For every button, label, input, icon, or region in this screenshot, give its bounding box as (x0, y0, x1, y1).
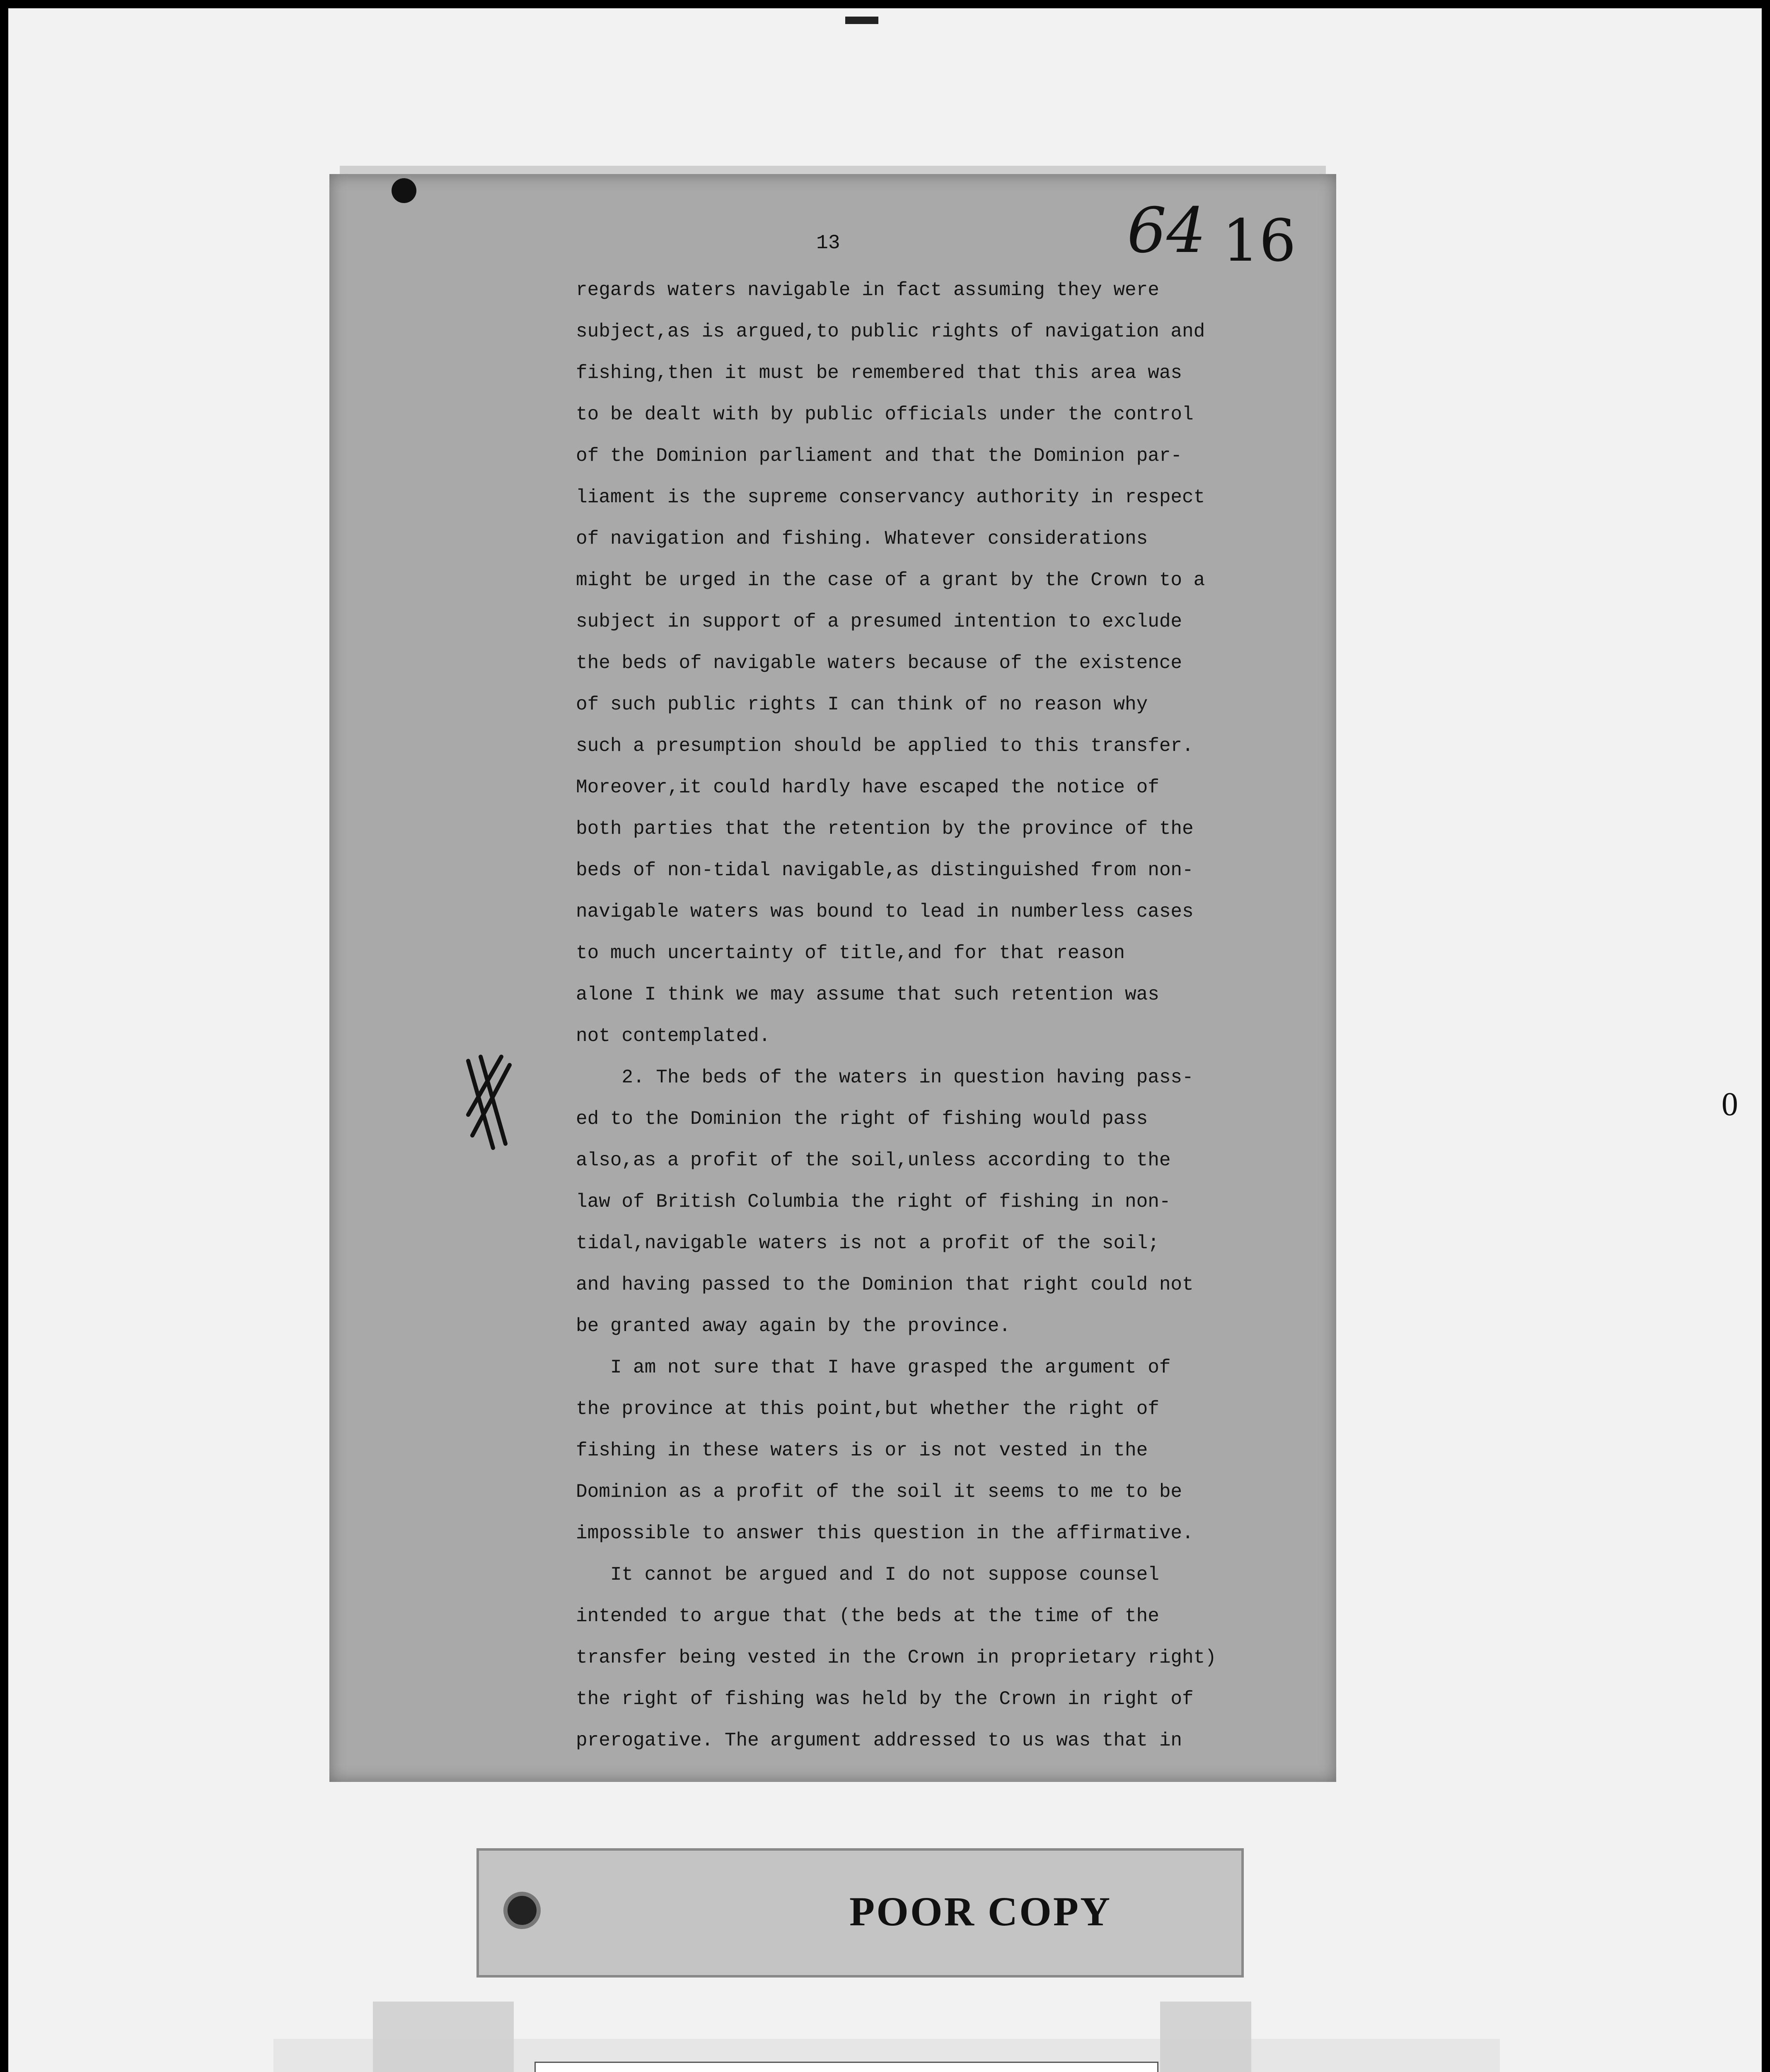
text-line: of navigation and fishing. Whatever considerations (576, 528, 1148, 549)
text-line: navigable waters was bound to lead in numberless cases (576, 901, 1194, 922)
text-line: Dominion as a profit of the soil it seems to me to be (576, 1481, 1182, 1503)
text-line: intended to argue that (the beds at the time of the (576, 1605, 1159, 1627)
text-line: the province at this point,but whether the right of (576, 1398, 1159, 1420)
text-line: and having passed to the Dominion that right could not (576, 1274, 1194, 1295)
text-line: 2. The beds of the waters in question having pass- (576, 1067, 1194, 1088)
rivet-icon (503, 1892, 541, 1929)
text-line: not contemplated. (576, 1025, 771, 1047)
text-line: I am not sure that I have grasped the argument of (576, 1357, 1171, 1378)
text-line: of the Dominion parliament and that the Dominion par- (576, 445, 1182, 467)
text-line: to be dealt with by public officials under the control (576, 404, 1194, 425)
text-line: also,as a profit of the soil,unless according to the (576, 1150, 1171, 1171)
file-reference-label (534, 2062, 1158, 2072)
text-line: the beds of navigable waters because of the existence (576, 652, 1182, 674)
text-line: tidal,navigable waters is not a profit of the soil; (576, 1232, 1159, 1254)
text-line: ed to the Dominion the right of fishing would pass (576, 1108, 1148, 1130)
page-number: 13 (816, 232, 840, 254)
text-line: alone I think we may assume that such retention was (576, 984, 1159, 1005)
text-line: transfer being vested in the Crown in proprietary right) (576, 1647, 1216, 1668)
side-mark-right: 0 (1722, 1086, 1738, 1123)
film-tick-mark (845, 17, 878, 24)
tape-top-left (373, 2002, 514, 2072)
handwritten-mark-1: 64 (1127, 195, 1206, 267)
text-line: fishing in these waters is or is not vested in the (576, 1440, 1148, 1461)
text-line: prerogative. The argument addressed to us was that in (576, 1730, 1182, 1751)
text-line: the right of fishing was held by the Crown in right of (576, 1688, 1194, 1710)
text-line: subject in support of a presumed intention to exclude (576, 611, 1182, 632)
text-line: might be urged in the case of a grant by the Crown to a (576, 569, 1205, 591)
text-line: to much uncertainty of title,and for that reason (576, 942, 1125, 964)
text-line: subject,as is argued,to public rights of navigation and (576, 321, 1205, 342)
text-line: law of British Columbia the right of fishing in non- (576, 1191, 1171, 1213)
text-line: fishing,then it must be remembered that this area was (576, 362, 1182, 384)
text-line: both parties that the retention by the province of the (576, 818, 1194, 840)
text-line: liament is the supreme conservancy authority in respect (576, 487, 1205, 508)
handwritten-mark-2: 16 (1222, 207, 1296, 275)
text-line: be granted away again by the province. (576, 1315, 1011, 1337)
text-line: It cannot be argued and I do not suppose counsel (576, 1564, 1159, 1585)
poor-copy-label: POOR COPY (849, 1888, 1112, 1934)
typed-body-text (576, 269, 1289, 1761)
punch-hole-icon (392, 178, 416, 203)
text-line: such a presumption should be applied to this transfer. (576, 735, 1194, 757)
text-line: of such public rights I can think of no reason why (576, 694, 1148, 715)
margin-cross-mark-icon (464, 1053, 514, 1152)
text-line: regards waters navigable in fact assuming they were (576, 279, 1159, 301)
text-line: impossible to answer this question in the affirmative. (576, 1523, 1194, 1544)
text-line: Moreover,it could hardly have escaped the notice of (576, 777, 1159, 798)
text-line: beds of non-tidal navigable,as distinguished from non- (576, 859, 1194, 881)
tape-top-right (1160, 2002, 1251, 2072)
